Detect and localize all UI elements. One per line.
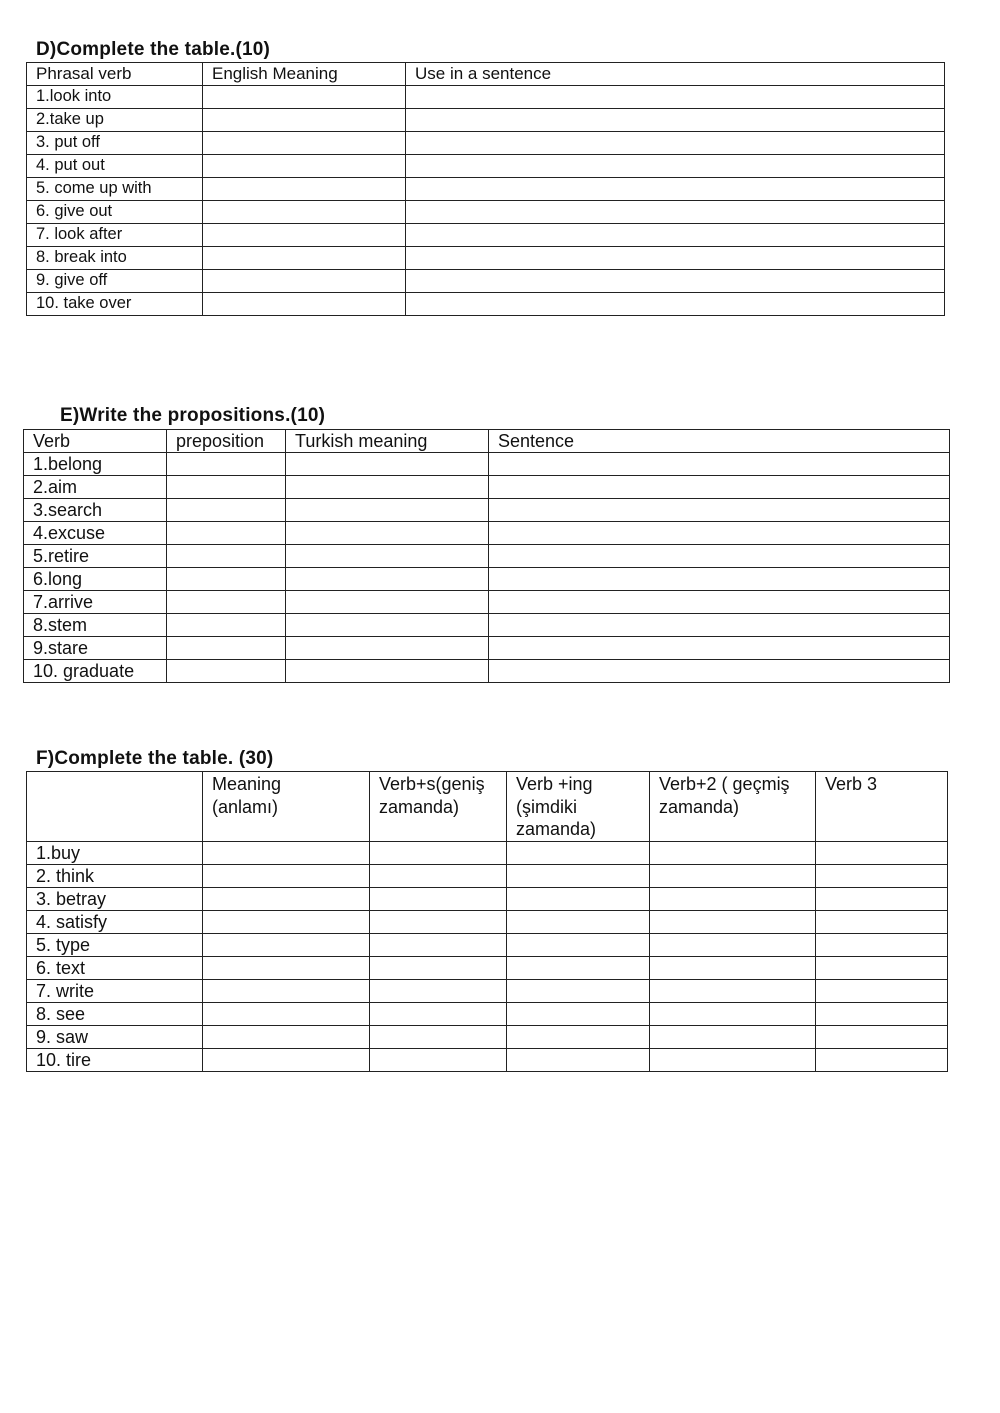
e-answer-cell[interactable] (489, 522, 950, 545)
e-answer-cell[interactable] (167, 453, 286, 476)
d-table-row (27, 86, 945, 109)
f-answer-cell[interactable] (203, 1026, 370, 1049)
d-table-row (27, 247, 945, 270)
e-table-row (24, 453, 950, 476)
f-answer-cell[interactable] (203, 842, 370, 865)
e-answer-cell[interactable] (167, 660, 286, 683)
e-answer-cell[interactable] (489, 637, 950, 660)
f-table-row (27, 865, 948, 888)
d-table-row (27, 155, 945, 178)
f-answer-cell[interactable] (650, 888, 816, 911)
f-answer-cell[interactable] (507, 911, 650, 934)
d-answer-cell[interactable] (406, 247, 945, 270)
f-answer-cell[interactable] (203, 911, 370, 934)
f-answer-cell[interactable] (650, 865, 816, 888)
f-answer-cell[interactable] (203, 888, 370, 911)
f-answer-cell[interactable] (816, 980, 948, 1003)
d-header-row (27, 63, 945, 86)
e-answer-cell[interactable] (167, 591, 286, 614)
f-answer-cell[interactable] (650, 842, 816, 865)
e-answer-cell[interactable] (286, 591, 489, 614)
f-answer-cell[interactable] (370, 865, 507, 888)
d-row-label: 3. put off (27, 132, 203, 155)
e-answer-cell[interactable] (489, 453, 950, 476)
d-answer-cell[interactable] (203, 201, 406, 224)
d-row-label: 2.take up (27, 109, 203, 132)
e-answer-cell[interactable] (489, 545, 950, 568)
f-answer-cell[interactable] (203, 980, 370, 1003)
f-header-cell: Verb+2 ( geçmiş zamanda) (650, 772, 816, 842)
f-answer-cell[interactable] (203, 1003, 370, 1026)
d-row-label: 4. put out (27, 155, 203, 178)
f-answer-cell[interactable] (650, 934, 816, 957)
f-answer-cell[interactable] (507, 980, 650, 1003)
d-table-row (27, 293, 945, 316)
f-row-label: 1.buy (27, 842, 203, 865)
f-answer-cell[interactable] (816, 911, 948, 934)
f-row-label: 6. text (27, 957, 203, 980)
f-header-cell (27, 772, 203, 842)
f-row-label: 4. satisfy (27, 911, 203, 934)
f-answer-cell[interactable] (370, 980, 507, 1003)
e-row-label: 1.belong (24, 453, 167, 476)
e-answer-cell[interactable] (167, 476, 286, 499)
f-header-cell: Verb 3 (816, 772, 948, 842)
d-answer-cell[interactable] (203, 155, 406, 178)
e-header-cell: preposition (167, 430, 286, 453)
e-answer-cell[interactable] (489, 476, 950, 499)
d-answer-cell[interactable] (203, 270, 406, 293)
d-answer-cell[interactable] (406, 201, 945, 224)
f-header-cell: Meaning (anlamı) (203, 772, 370, 842)
e-answer-cell[interactable] (286, 453, 489, 476)
f-answer-cell[interactable] (370, 842, 507, 865)
e-answer-cell[interactable] (489, 568, 950, 591)
e-row-label: 6.long (24, 568, 167, 591)
e-answer-cell[interactable] (286, 660, 489, 683)
e-answer-cell[interactable] (489, 614, 950, 637)
d-answer-cell[interactable] (406, 270, 945, 293)
section-d-title: D)Complete the table.(10) (36, 39, 271, 60)
d-table-row (27, 109, 945, 132)
e-row-label: 3.search (24, 499, 167, 522)
f-answer-cell[interactable] (507, 1003, 650, 1026)
f-answer-cell[interactable] (816, 957, 948, 980)
f-row-label: 5. type (27, 934, 203, 957)
f-table-row (27, 980, 948, 1003)
e-answer-cell[interactable] (286, 614, 489, 637)
f-answer-cell[interactable] (650, 1026, 816, 1049)
f-answer-cell[interactable] (370, 911, 507, 934)
d-answer-cell[interactable] (203, 109, 406, 132)
e-answer-cell[interactable] (286, 568, 489, 591)
d-answer-cell[interactable] (203, 224, 406, 247)
f-answer-cell[interactable] (370, 957, 507, 980)
f-answer-cell[interactable] (650, 1049, 816, 1072)
e-answer-cell[interactable] (286, 522, 489, 545)
e-answer-cell[interactable] (489, 660, 950, 683)
f-answer-cell[interactable] (816, 1003, 948, 1026)
f-answer-cell[interactable] (816, 1049, 948, 1072)
d-row-label: 7. look after (27, 224, 203, 247)
d-header-cell: English Meaning (203, 63, 406, 86)
f-answer-cell[interactable] (507, 865, 650, 888)
section-e-title: E)Write the propositions.(10) (60, 405, 326, 426)
f-answer-cell[interactable] (203, 957, 370, 980)
f-row-label: 10. tire (27, 1049, 203, 1072)
d-answer-cell[interactable] (203, 293, 406, 316)
f-table-row (27, 1049, 948, 1072)
f-row-label: 7. write (27, 980, 203, 1003)
e-answer-cell[interactable] (167, 614, 286, 637)
f-answer-cell[interactable] (370, 1026, 507, 1049)
d-answer-cell[interactable] (203, 247, 406, 270)
d-header-cell: Use in a sentence (406, 63, 945, 86)
f-answer-cell[interactable] (370, 1003, 507, 1026)
f-header-cell: Verb +ing (şimdiki zamanda) (507, 772, 650, 842)
f-row-label: 9. saw (27, 1026, 203, 1049)
e-row-label: 4.excuse (24, 522, 167, 545)
d-table-row (27, 201, 945, 224)
f-answer-cell[interactable] (650, 980, 816, 1003)
e-row-label: 5.retire (24, 545, 167, 568)
d-table-row (27, 132, 945, 155)
e-table-row (24, 660, 950, 683)
d-table-row (27, 224, 945, 247)
d-answer-cell[interactable] (406, 178, 945, 201)
f-answer-cell[interactable] (507, 1049, 650, 1072)
d-table-row (27, 270, 945, 293)
e-answer-cell[interactable] (167, 499, 286, 522)
e-row-label: 7.arrive (24, 591, 167, 614)
d-header-cell: Phrasal verb (27, 63, 203, 86)
e-header-cell: Turkish meaning (286, 430, 489, 453)
e-header-cell: Verb (24, 430, 167, 453)
d-row-label: 1.look into (27, 86, 203, 109)
d-row-label: 10. take over (27, 293, 203, 316)
f-answer-cell[interactable] (507, 888, 650, 911)
e-answer-cell[interactable] (167, 637, 286, 660)
f-answer-cell[interactable] (370, 1049, 507, 1072)
f-table-row (27, 1026, 948, 1049)
f-answer-cell[interactable] (203, 934, 370, 957)
e-table-row (24, 637, 950, 660)
e-row-label: 9.stare (24, 637, 167, 660)
f-table-row (27, 934, 948, 957)
d-answer-cell[interactable] (406, 86, 945, 109)
f-row-label: 8. see (27, 1003, 203, 1026)
f-answer-cell[interactable] (507, 957, 650, 980)
d-row-label: 6. give out (27, 201, 203, 224)
f-table-row (27, 888, 948, 911)
e-table-row (24, 545, 950, 568)
d-row-label: 9. give off (27, 270, 203, 293)
section-f-title: F)Complete the table. (30) (36, 748, 274, 769)
f-row-label: 3. betray (27, 888, 203, 911)
d-row-label: 5. come up with (27, 178, 203, 201)
f-answer-cell[interactable] (370, 934, 507, 957)
e-answer-cell[interactable] (489, 499, 950, 522)
verb-forms-table (26, 771, 948, 1072)
e-header-cell: Sentence (489, 430, 950, 453)
f-answer-cell[interactable] (816, 865, 948, 888)
f-answer-cell[interactable] (507, 842, 650, 865)
e-answer-cell[interactable] (286, 499, 489, 522)
f-answer-cell[interactable] (507, 1026, 650, 1049)
e-table-row (24, 522, 950, 545)
f-table-row (27, 911, 948, 934)
f-answer-cell[interactable] (816, 842, 948, 865)
f-answer-cell[interactable] (650, 957, 816, 980)
f-table-row (27, 1003, 948, 1026)
f-header-cell: Verb+s(geniş zamanda) (370, 772, 507, 842)
e-table-row (24, 499, 950, 522)
e-table-row (24, 476, 950, 499)
f-answer-cell[interactable] (650, 1003, 816, 1026)
d-answer-cell[interactable] (406, 109, 945, 132)
f-answer-cell[interactable] (816, 888, 948, 911)
f-answer-cell[interactable] (507, 934, 650, 957)
d-table-row (27, 178, 945, 201)
e-answer-cell[interactable] (167, 568, 286, 591)
f-answer-cell[interactable] (203, 1049, 370, 1072)
f-answer-cell[interactable] (816, 1026, 948, 1049)
e-row-label: 2.aim (24, 476, 167, 499)
e-table-row (24, 614, 950, 637)
phrasal-verb-table (26, 62, 945, 316)
e-answer-cell[interactable] (489, 591, 950, 614)
f-table-row (27, 957, 948, 980)
e-answer-cell[interactable] (286, 637, 489, 660)
e-answer-cell[interactable] (286, 476, 489, 499)
d-answer-cell[interactable] (406, 224, 945, 247)
e-table-row (24, 568, 950, 591)
d-answer-cell[interactable] (406, 155, 945, 178)
d-answer-cell[interactable] (203, 86, 406, 109)
d-answer-cell[interactable] (406, 293, 945, 316)
e-answer-cell[interactable] (286, 545, 489, 568)
f-answer-cell[interactable] (203, 865, 370, 888)
d-answer-cell[interactable] (203, 132, 406, 155)
f-row-label: 2. think (27, 865, 203, 888)
e-row-label: 10. graduate (24, 660, 167, 683)
e-header-row (24, 430, 950, 453)
f-answer-cell[interactable] (370, 888, 507, 911)
d-answer-cell[interactable] (406, 132, 945, 155)
d-answer-cell[interactable] (203, 178, 406, 201)
f-answer-cell[interactable] (650, 911, 816, 934)
e-table-row (24, 591, 950, 614)
e-row-label: 8.stem (24, 614, 167, 637)
preposition-table (23, 429, 950, 683)
d-row-label: 8. break into (27, 247, 203, 270)
f-answer-cell[interactable] (816, 934, 948, 957)
e-answer-cell[interactable] (167, 522, 286, 545)
f-header-row (27, 772, 948, 842)
f-table-row (27, 842, 948, 865)
e-answer-cell[interactable] (167, 545, 286, 568)
